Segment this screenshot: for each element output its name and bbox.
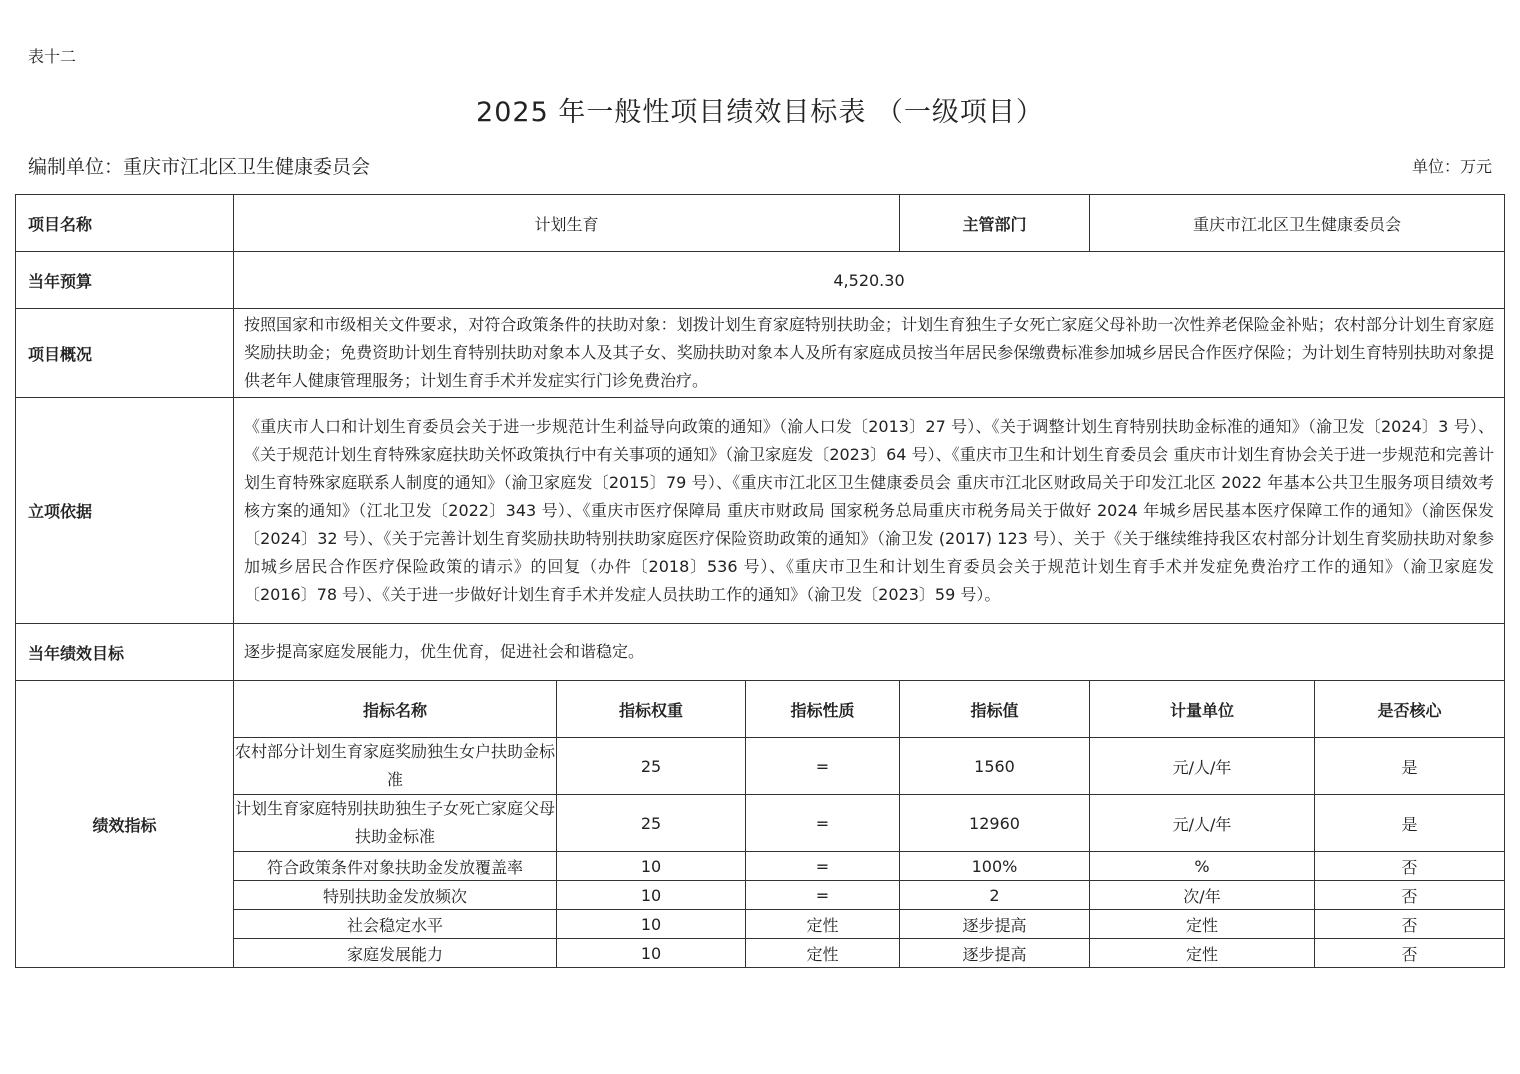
- basis-text: 《重庆市人口和计划生育委员会关于进一步规范计生利益导向政策的通知》（渝人口发〔2013〕27 号）、《关于调整计划生育特别扶助金标准的通知》（渝卫发〔2024〕3 号）、《关于规范计划生育特殊家庭扶助关怀政策执行中有关事项的通知》（渝卫家庭发〔2023〕64 号）、《重庆市卫生和计划生育委员会 重庆市计划生育协会关于进一步规范和完善计划生育特殊家庭联系人制度的通知》（渝卫家庭发〔2015〕79 号）、《重庆市江北区卫生健康委员会 重庆市江北区财政局关于印发江北区 2022 年基本公共卫生服务项目绩效考核方案的通知》（江北卫发〔2022〕343 号）、《重庆市医疗保障局 重庆市财政局 国家税务总局重庆市税务局关于做好 2024 年城乡居民基本医疗保障工作的通知》（渝医保发〔2024〕32 号）、《关于完善计划生育奖励扶助特别扶助家庭医疗保险资助政策的通知》（渝卫发 (2017) 123 号）、关于《关于继续维持我区农村部分计划生育奖励扶助对象参加城乡居民合作医疗保险政策的请示》的回复（办件〔2018〕536 号）、《重庆市卫生和计划生育委员会关于规范计划生育手术并发症免费治疗工作的通知》（渝卫家庭发〔2016〕78 号）、《关于进一步做好计划生育手术并发症人员扶助工作的通知》（渝卫发〔2023〕59 号）。: [234, 398, 1505, 624]
- indicator-unit: %: [1090, 852, 1315, 881]
- overview-label: 项目概况: [16, 309, 234, 398]
- overview-text: 按照国家和市级相关文件要求，对符合政策条件的扶助对象：划拨计划生育家庭特别扶助金；计划生育独生子女死亡家庭父母补助一次性养老保险金补贴；农村部分计划生育家庭奖励扶助金；免费资助计划生育特别扶助对象本人及其子女、奖励扶助对象本人及所有家庭成员按当年居民参保缴费标准参加城乡居民合作医疗保险；为计划生育特别扶助对象提供老年人健康管理服务；计划生育手术并发症实行门诊免费治疗。: [234, 309, 1505, 398]
- indicator-unit: 元/人/年: [1090, 795, 1315, 852]
- dept-value: 重庆市江北区卫生健康委员会: [1090, 195, 1505, 252]
- indicator-weight: 10: [557, 939, 746, 968]
- indicator-core: 否: [1315, 910, 1505, 939]
- indicator-weight: 10: [557, 910, 746, 939]
- indicator-unit: 定性: [1090, 910, 1315, 939]
- page-title: 2025 年一般性项目绩效目标表 （一级项目）: [476, 97, 1044, 128]
- indicator-core: 否: [1315, 881, 1505, 910]
- indicator-unit: 元/人/年: [1090, 738, 1315, 795]
- indicator-core: 否: [1315, 939, 1505, 968]
- indicator-name: 计划生育家庭特别扶助独生子女死亡家庭父母扶助金标准: [234, 795, 557, 852]
- budget-label: 当年预算: [16, 252, 234, 309]
- indicator-value: 1560: [900, 738, 1090, 795]
- table-row: [16, 795, 1505, 852]
- indicator-value: 逐步提高: [900, 939, 1090, 968]
- project-name-value: 计划生育: [234, 195, 900, 252]
- compiling-unit: 编制单位：重庆市江北区卫生健康委员会: [28, 156, 371, 178]
- overview-row: [16, 309, 1505, 398]
- indicator-header-row: [16, 681, 1505, 738]
- indicator-unit: 定性: [1090, 939, 1315, 968]
- indicator-nature: 定性: [746, 910, 900, 939]
- indicator-nature: 定性: [746, 939, 900, 968]
- header-nature: 指标性质: [746, 681, 900, 738]
- budget-row: [16, 252, 1505, 309]
- table-row: [16, 939, 1505, 968]
- project-name-row: [16, 195, 1505, 252]
- indicator-core: 是: [1315, 795, 1505, 852]
- goal-text: 逐步提高家庭发展能力，优生优育，促进社会和谐稳定。: [234, 624, 1505, 681]
- budget-value: 4,520.30: [234, 252, 1505, 309]
- indicator-name: 特别扶助金发放频次: [234, 881, 557, 910]
- table-number: 表十二: [28, 47, 77, 66]
- indicator-nature: =: [746, 738, 900, 795]
- project-name-label: 项目名称: [16, 195, 234, 252]
- perf-indicators-label: 绩效指标: [16, 681, 234, 968]
- dept-label: 主管部门: [900, 195, 1090, 252]
- performance-table: [15, 194, 1505, 968]
- indicator-weight: 10: [557, 881, 746, 910]
- indicator-weight: 25: [557, 738, 746, 795]
- indicator-name: 社会稳定水平: [234, 910, 557, 939]
- table-row: [16, 852, 1505, 881]
- header-unit: 计量单位: [1090, 681, 1315, 738]
- basis-row: [16, 398, 1505, 624]
- indicator-core: 否: [1315, 852, 1505, 881]
- goal-label: 当年绩效目标: [16, 624, 234, 681]
- money-unit: 单位：万元: [1411, 157, 1492, 176]
- indicator-nature: =: [746, 852, 900, 881]
- indicator-nature: =: [746, 795, 900, 852]
- indicator-value: 2: [900, 881, 1090, 910]
- header-weight: 指标权重: [557, 681, 746, 738]
- indicator-unit: 次/年: [1090, 881, 1315, 910]
- header-core: 是否核心: [1315, 681, 1505, 738]
- indicator-core: 是: [1315, 738, 1505, 795]
- indicator-value: 100%: [900, 852, 1090, 881]
- table-row: [16, 738, 1505, 795]
- indicator-nature: =: [746, 881, 900, 910]
- indicator-value: 12960: [900, 795, 1090, 852]
- indicator-weight: 25: [557, 795, 746, 852]
- header-name: 指标名称: [234, 681, 557, 738]
- indicator-name: 家庭发展能力: [234, 939, 557, 968]
- goal-row: [16, 624, 1505, 681]
- indicator-name: 农村部分计划生育家庭奖励独生女户扶助金标准: [234, 738, 557, 795]
- indicator-name: 符合政策条件对象扶助金发放覆盖率: [234, 852, 557, 881]
- indicator-weight: 10: [557, 852, 746, 881]
- header-value: 指标值: [900, 681, 1090, 738]
- indicator-value: 逐步提高: [900, 910, 1090, 939]
- table-row: [16, 910, 1505, 939]
- basis-label: 立项依据: [16, 398, 234, 624]
- table-row: [16, 881, 1505, 910]
